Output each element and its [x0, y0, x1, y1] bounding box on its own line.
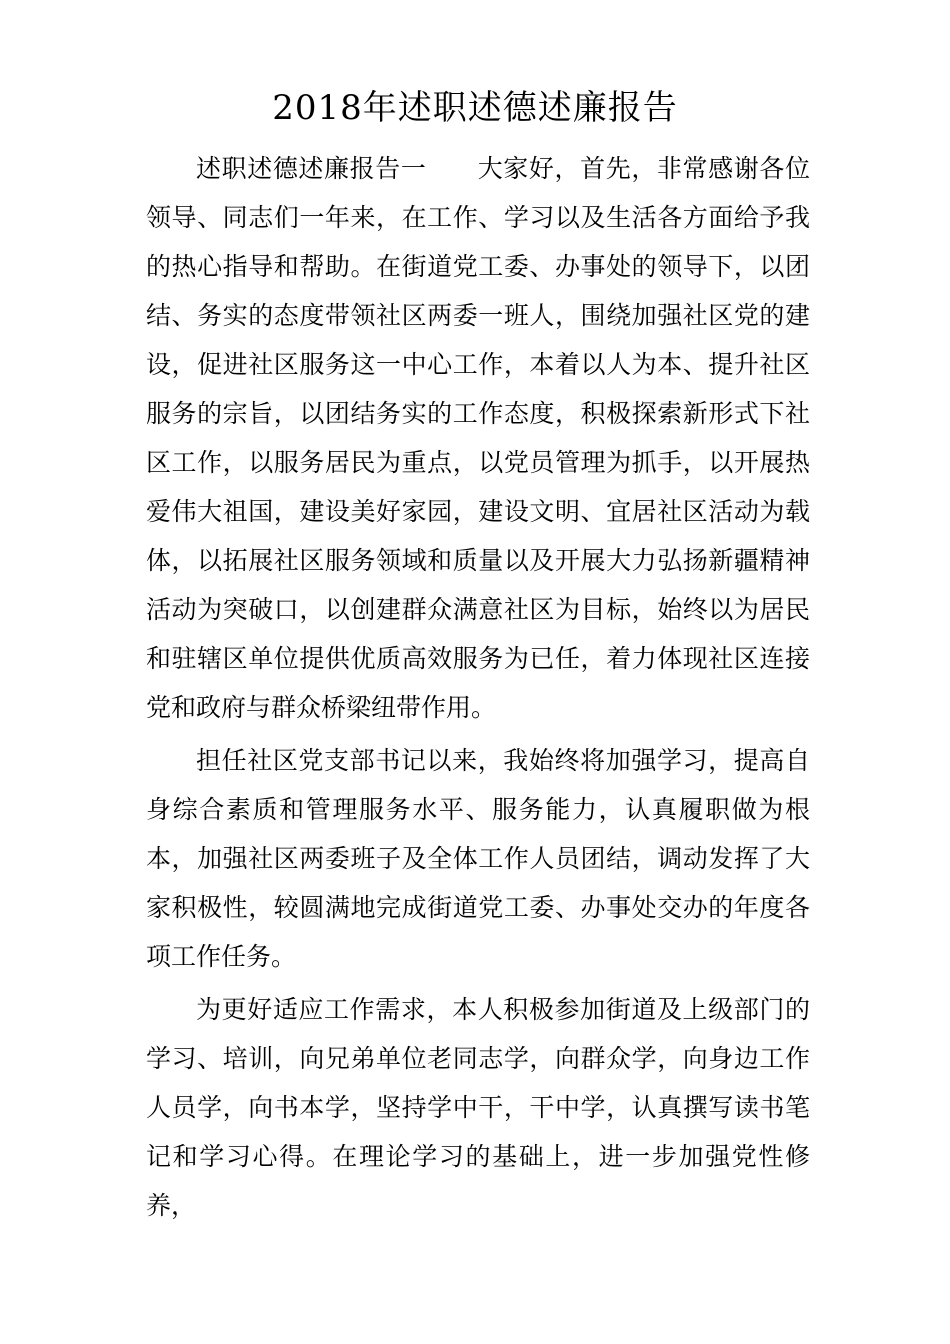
paragraph-1: 述职述德述廉报告一 大家好，首先，非常感谢各位领导、同志们一年来，在工作、学习以及生活各方面给予我的热心指导和帮助。在街道党工委、办事处的领导下，以团结、务实的态度带领社区两委一班人，围绕加强社区党的建设，促进社区服务这一中心工作，本着以人为本、提升社区服务的宗旨，以团结务实的工作态度，积极探索新形式下社区工作，以服务居民为重点，以党员管理为抓手，以开展热爱伟大祖国，建设美好家园，建设文明、宜居社区活动为载体，以拓展社区服务领域和质量以及开展大力弘扬新疆精神活动为突破口，以创建群众满意社区为目标，始终以为居民和驻辖区单位提供优质高效服务为已任，着力体现社区连接党和政府与群众桥梁纽带作用。: [146, 154, 810, 722]
paragraph-3: 为更好适应工作需求，本人积极参加街道及上级部门的学习、培训，向兄弟单位老同志学，向群众学，向身边工作人员学，向书本学，坚持学中干，干中学，认真撰写读书笔记和学习心得。在理论学习的基础上，进一步加强党性修养，: [146, 995, 810, 1220]
paragraph-2: 担任社区党支部书记以来，我始终将加强学习，提高自身综合素质和管理服务水平、服务能力，认真履职做为根本，加强社区两委班子及全体工作人员团结，调动发挥了大家积极性，较圆满地完成街道党工委、办事处交办的年度各项工作任务。: [146, 746, 810, 971]
document-body: [146, 144, 810, 1234]
document-title: 2018年述职述德述廉报告: [272, 88, 678, 128]
